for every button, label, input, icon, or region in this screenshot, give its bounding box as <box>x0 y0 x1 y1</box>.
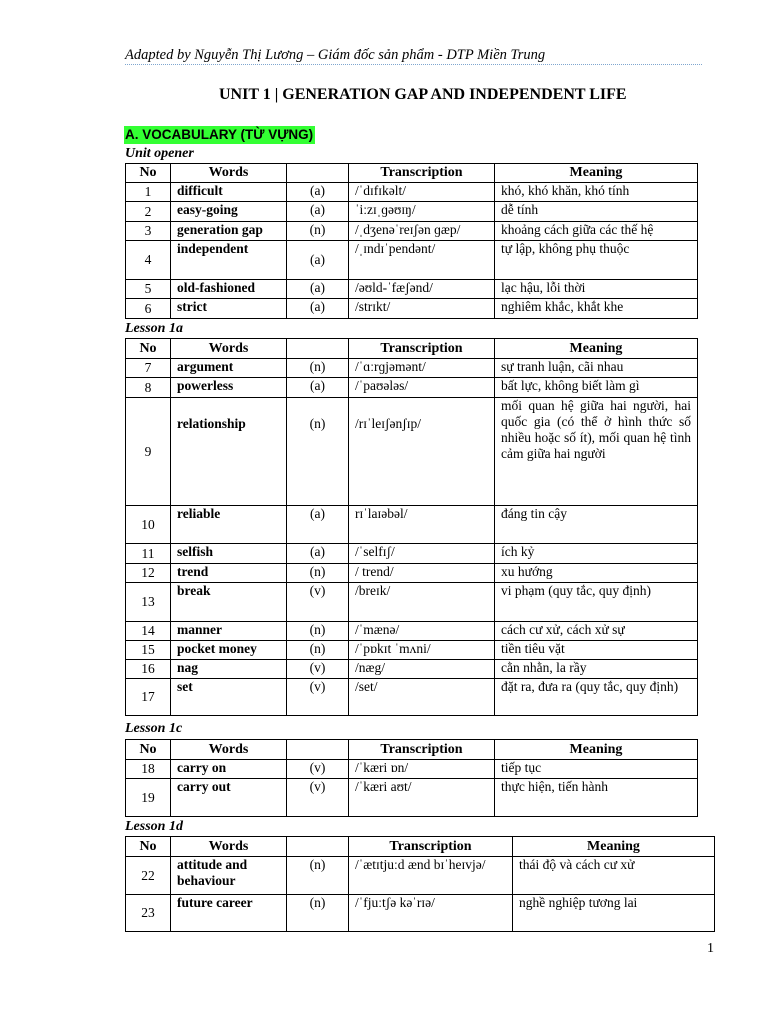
table-row <box>126 641 698 660</box>
row-word: future career <box>171 895 287 932</box>
col-header-transcription: Transcription <box>349 740 495 760</box>
row-word: carry out <box>171 779 287 817</box>
vocab-table-lesson-1c <box>125 739 698 817</box>
row-pos: (a) <box>287 183 349 202</box>
row-meaning: bất lực, không biết làm gì <box>495 378 698 398</box>
row-meaning: cách cư xử, cách xử sự <box>495 622 698 641</box>
row-meaning: ích kỷ <box>495 544 698 564</box>
row-transcription: /ˈkæri aʊt/ <box>349 779 495 817</box>
row-word: easy-going <box>171 202 287 222</box>
row-no: 1 <box>126 183 171 202</box>
row-pos: (a) <box>287 506 349 544</box>
table-row <box>126 679 698 716</box>
row-word: set <box>171 679 287 716</box>
row-word: strict <box>171 299 287 319</box>
row-transcription: /ˈdɪfɪkəlt/ <box>349 183 495 202</box>
row-meaning: thái độ và cách cư xử <box>513 857 715 895</box>
row-pos: (n) <box>287 359 349 378</box>
row-pos: (n) <box>287 857 349 895</box>
row-word: trend <box>171 564 287 583</box>
col-header-transcription: Transcription <box>349 164 495 183</box>
row-transcription: /ˌɪndɪˈpendənt/ <box>349 241 495 280</box>
vocab-table-lesson-1a <box>125 338 698 716</box>
row-meaning: cằn nhằn, la rầy <box>495 660 698 679</box>
row-word: argument <box>171 359 287 378</box>
col-header-meaning: Meaning <box>513 837 715 857</box>
row-meaning: đặt ra, đưa ra (quy tắc, quy định) <box>495 679 698 716</box>
table-row <box>126 222 698 241</box>
row-no: 13 <box>126 583 171 622</box>
row-no: 10 <box>126 506 171 544</box>
row-meaning: tiếp tục <box>495 760 698 779</box>
table-row <box>126 506 698 544</box>
row-word: old-fashioned <box>171 280 287 299</box>
row-pos: (n) <box>287 564 349 583</box>
row-pos: (a) <box>287 202 349 222</box>
table-row <box>126 779 698 817</box>
table-row <box>126 183 698 202</box>
row-no: 14 <box>126 622 171 641</box>
row-meaning: lạc hậu, lỗi thời <box>495 280 698 299</box>
table-row <box>126 398 698 506</box>
col-header-words: Words <box>171 164 287 183</box>
row-meaning: nghiêm khắc, khắt khe <box>495 299 698 319</box>
row-no: 12 <box>126 564 171 583</box>
row-no: 6 <box>126 299 171 319</box>
table-row <box>126 760 698 779</box>
table-row <box>126 241 698 280</box>
row-transcription: /əʊld-ˈfæʃənd/ <box>349 280 495 299</box>
row-word: pocket money <box>171 641 287 660</box>
row-word: reliable <box>171 506 287 544</box>
col-header-pos <box>287 740 349 760</box>
table-row <box>126 583 698 622</box>
row-pos: (v) <box>287 779 349 817</box>
table-row <box>126 378 698 398</box>
table-row <box>126 564 698 583</box>
row-transcription: /ˈselfɪʃ/ <box>349 544 495 564</box>
col-header-pos <box>287 837 349 857</box>
row-word: generation gap <box>171 222 287 241</box>
row-pos: (v) <box>287 583 349 622</box>
row-no: 16 <box>126 660 171 679</box>
row-pos: (a) <box>287 280 349 299</box>
col-header-no: No <box>126 740 171 760</box>
lesson-title-unit-opener: Unit opener <box>125 146 194 161</box>
row-word: carry on <box>171 760 287 779</box>
row-transcription: ˈiːzɪˌɡəʊɪŋ/ <box>349 202 495 222</box>
row-word: break <box>171 583 287 622</box>
col-header-no: No <box>126 164 171 183</box>
row-no: 19 <box>126 779 171 817</box>
row-pos: (a) <box>287 544 349 564</box>
row-transcription: /set/ <box>349 679 495 716</box>
row-meaning: xu hướng <box>495 564 698 583</box>
row-word: attitude and behaviour <box>171 857 287 895</box>
row-word: relationship <box>171 398 287 506</box>
row-no: 22 <box>126 857 171 895</box>
row-meaning: tự lập, không phụ thuộc <box>495 241 698 280</box>
row-no: 11 <box>126 544 171 564</box>
row-transcription: /strɪkt/ <box>349 299 495 319</box>
row-meaning: thực hiện, tiến hành <box>495 779 698 817</box>
col-header-meaning: Meaning <box>495 164 698 183</box>
row-meaning: khó, khó khăn, khó tính <box>495 183 698 202</box>
row-transcription: /rɪˈleɪʃənʃɪp/ <box>349 398 495 506</box>
col-header-words: Words <box>171 740 287 760</box>
table-row <box>126 544 698 564</box>
row-meaning: sự tranh luận, cãi nhau <box>495 359 698 378</box>
col-header-no: No <box>126 837 171 857</box>
row-no: 3 <box>126 222 171 241</box>
table-row <box>126 857 715 895</box>
row-pos: (v) <box>287 760 349 779</box>
lesson-title-1a: Lesson 1a <box>125 321 183 336</box>
row-no: 15 <box>126 641 171 660</box>
row-pos: (v) <box>287 679 349 716</box>
col-header-meaning: Meaning <box>495 740 698 760</box>
col-header-transcription: Transcription <box>349 837 513 857</box>
row-pos: (n) <box>287 622 349 641</box>
row-word: selfish <box>171 544 287 564</box>
row-meaning: đáng tin cậy <box>495 506 698 544</box>
row-no: 5 <box>126 280 171 299</box>
row-meaning: vi phạm (quy tắc, quy định) <box>495 583 698 622</box>
row-no: 17 <box>126 679 171 716</box>
row-meaning: nghề nghiệp tương lai <box>513 895 715 932</box>
row-no: 18 <box>126 760 171 779</box>
row-meaning: tiền tiêu vặt <box>495 641 698 660</box>
document-header: Adapted by Nguyễn Thị Lương – Giám đốc sản phẩm - DTP Miền Trung <box>125 47 546 63</box>
row-meaning: dễ tính <box>495 202 698 222</box>
row-transcription: /ˈmænə/ <box>349 622 495 641</box>
row-transcription: rɪˈlaɪəbəl/ <box>349 506 495 544</box>
row-transcription: /næg/ <box>349 660 495 679</box>
lesson-title-1c: Lesson 1c <box>125 721 183 736</box>
row-pos: (n) <box>287 398 349 506</box>
row-pos: (n) <box>287 641 349 660</box>
col-header-words: Words <box>171 339 287 359</box>
table-row <box>126 895 715 932</box>
row-transcription: /ˈɑːrɡjəmənt/ <box>349 359 495 378</box>
row-transcription: /ˈpaʊələs/ <box>349 378 495 398</box>
row-transcription: /breɪk/ <box>349 583 495 622</box>
row-transcription: /ˌdʒenəˈreɪʃən ɡæp/ <box>349 222 495 241</box>
col-header-transcription: Transcription <box>349 339 495 359</box>
row-no: 9 <box>126 398 171 506</box>
row-word: nag <box>171 660 287 679</box>
row-transcription: /ˈpɒkɪt ˈmʌni/ <box>349 641 495 660</box>
col-header-pos <box>287 164 349 183</box>
row-transcription: /ˈfjuːtʃə kəˈrɪə/ <box>349 895 513 932</box>
row-word: independent <box>171 241 287 280</box>
row-word: manner <box>171 622 287 641</box>
row-pos: (n) <box>287 895 349 932</box>
row-pos: (a) <box>287 299 349 319</box>
col-header-words: Words <box>171 837 287 857</box>
col-header-no: No <box>126 339 171 359</box>
lesson-title-1d: Lesson 1d <box>125 819 183 834</box>
page-number: 1 <box>707 941 714 956</box>
header-rule <box>125 64 702 65</box>
row-pos: (n) <box>287 222 349 241</box>
section-title: A. VOCABULARY (TỪ VỰNG) <box>125 127 314 142</box>
vocab-table-unit-opener <box>125 163 698 319</box>
col-header-meaning: Meaning <box>495 339 698 359</box>
row-word: difficult <box>171 183 287 202</box>
table-row <box>126 622 698 641</box>
row-transcription: /ˈætɪtjuːd ænd bɪˈheɪvjə/ <box>349 857 513 895</box>
row-pos: (a) <box>287 241 349 280</box>
row-transcription: /ˈkæri ɒn/ <box>349 760 495 779</box>
row-no: 7 <box>126 359 171 378</box>
table-row <box>126 359 698 378</box>
row-no: 4 <box>126 241 171 280</box>
row-no: 2 <box>126 202 171 222</box>
row-meaning: khoảng cách giữa các thế hệ <box>495 222 698 241</box>
row-pos: (a) <box>287 378 349 398</box>
table-row <box>126 660 698 679</box>
col-header-pos <box>287 339 349 359</box>
row-pos: (v) <box>287 660 349 679</box>
table-row <box>126 299 698 319</box>
unit-title: UNIT 1 | GENERATION GAP AND INDEPENDENT LIFE <box>219 86 627 103</box>
row-no: 23 <box>126 895 171 932</box>
table-row <box>126 202 698 222</box>
table-row <box>126 280 698 299</box>
row-meaning: mối quan hệ giữa hai người, hai quốc gia (có thể ở hình thức số nhiều hoặc số ít), mối quan hệ tình cảm giữa hai người <box>495 398 698 506</box>
row-transcription: / trend/ <box>349 564 495 583</box>
vocab-table-lesson-1d <box>125 836 715 932</box>
row-no: 8 <box>126 378 171 398</box>
row-word: powerless <box>171 378 287 398</box>
